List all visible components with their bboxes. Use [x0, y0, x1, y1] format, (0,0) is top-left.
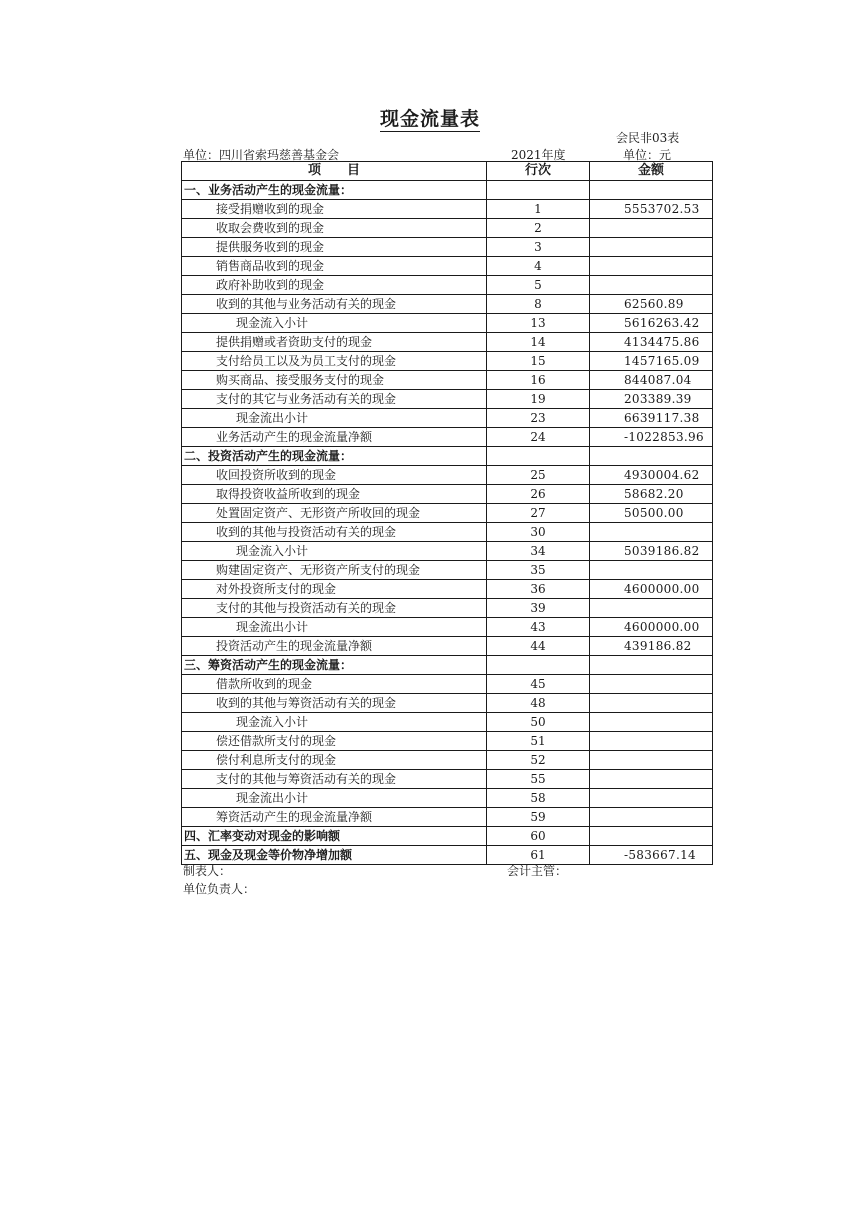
row-amount: 4930004.62 — [590, 466, 713, 485]
row-amount: -583667.14 — [590, 846, 713, 865]
row-number: 23 — [487, 409, 590, 428]
row-number: 61 — [487, 846, 590, 865]
row-number: 52 — [487, 751, 590, 770]
document-title: 现金流量表 — [379, 108, 480, 130]
row-number: 43 — [487, 618, 590, 637]
row-label: 支付的其他与筹资活动有关的现金 — [182, 770, 487, 789]
table-row — [182, 599, 713, 618]
row-amount — [590, 770, 713, 789]
table-row — [182, 219, 713, 238]
row-label: 支付的其它与业务活动有关的现金 — [182, 390, 487, 409]
row-label: 现金流出小计 — [182, 789, 487, 808]
table-row — [182, 447, 713, 466]
table-row — [182, 770, 713, 789]
column-header-item: 项 目 — [182, 162, 487, 181]
table-row — [182, 618, 713, 637]
table-row — [182, 200, 713, 219]
row-label: 购买商品、接受服务支付的现金 — [182, 371, 487, 390]
row-number: 15 — [487, 352, 590, 371]
row-label: 现金流出小计 — [182, 409, 487, 428]
row-number: 19 — [487, 390, 590, 409]
row-number: 36 — [487, 580, 590, 599]
row-amount: 50500.00 — [590, 504, 713, 523]
row-number: 59 — [487, 808, 590, 827]
row-label: 偿还借款所支付的现金 — [182, 732, 487, 751]
row-amount: 62560.89 — [590, 295, 713, 314]
currency-unit: 单位：元 — [623, 148, 672, 162]
row-amount: 5553702.53 — [590, 200, 713, 219]
table-row — [182, 181, 713, 200]
row-label: 二、投资活动产生的现金流量： — [182, 447, 487, 466]
row-amount — [590, 181, 713, 200]
row-label: 提供捐赠或者资助支付的现金 — [182, 333, 487, 352]
row-number: 16 — [487, 371, 590, 390]
row-number: 48 — [487, 694, 590, 713]
row-label: 业务活动产生的现金流量净额 — [182, 428, 487, 447]
row-amount: 5039186.82 — [590, 542, 713, 561]
table-row — [182, 333, 713, 352]
row-amount — [590, 713, 713, 732]
row-number: 58 — [487, 789, 590, 808]
table-row — [182, 808, 713, 827]
table-row — [182, 580, 713, 599]
table-row — [182, 846, 713, 865]
row-number: 30 — [487, 523, 590, 542]
table-row — [182, 656, 713, 675]
column-header-amount: 金额 — [590, 162, 713, 181]
row-label: 偿付利息所支付的现金 — [182, 751, 487, 770]
row-label: 收到的其他与业务活动有关的现金 — [182, 295, 487, 314]
row-label: 接受捐赠收到的现金 — [182, 200, 487, 219]
row-amount — [590, 827, 713, 846]
prepared-by-label: 制表人： — [183, 864, 232, 878]
table-row — [182, 827, 713, 846]
row-amount — [590, 219, 713, 238]
table-row — [182, 257, 713, 276]
row-label: 收取会费收到的现金 — [182, 219, 487, 238]
row-number: 50 — [487, 713, 590, 732]
row-amount: 439186.82 — [590, 637, 713, 656]
table-row — [182, 675, 713, 694]
row-number: 14 — [487, 333, 590, 352]
row-number: 3 — [487, 238, 590, 257]
row-label: 五、现金及现金等价物净增加额 — [182, 846, 487, 865]
row-amount: 4600000.00 — [590, 618, 713, 637]
row-number: 26 — [487, 485, 590, 504]
table-row — [182, 314, 713, 333]
table-row — [182, 694, 713, 713]
accountant-label: 会计主管： — [507, 864, 568, 878]
row-label: 现金流出小计 — [182, 618, 487, 637]
table-row — [182, 637, 713, 656]
reporting-period: 2021年度 — [511, 148, 566, 162]
table-row — [182, 561, 713, 580]
row-label: 销售商品收到的现金 — [182, 257, 487, 276]
row-number: 13 — [487, 314, 590, 333]
row-amount: 4600000.00 — [590, 580, 713, 599]
table-row — [182, 428, 713, 447]
row-amount — [590, 675, 713, 694]
row-label: 支付的其他与投资活动有关的现金 — [182, 599, 487, 618]
row-number: 39 — [487, 599, 590, 618]
row-number: 24 — [487, 428, 590, 447]
row-number: 44 — [487, 637, 590, 656]
table-row — [182, 523, 713, 542]
row-amount — [590, 732, 713, 751]
row-label: 筹资活动产生的现金流量净额 — [182, 808, 487, 827]
table-row — [182, 238, 713, 257]
row-amount — [590, 599, 713, 618]
row-amount — [590, 561, 713, 580]
organization-name: 单位：四川省索玛慈善基金会 — [183, 148, 340, 162]
row-label: 三、筹资活动产生的现金流量： — [182, 656, 487, 675]
table-row — [182, 352, 713, 371]
row-number: 4 — [487, 257, 590, 276]
row-label: 收到的其他与投资活动有关的现金 — [182, 523, 487, 542]
table-row — [182, 276, 713, 295]
row-label: 现金流入小计 — [182, 542, 487, 561]
row-number — [487, 181, 590, 200]
row-label: 四、汇率变动对现金的影响额 — [182, 827, 487, 846]
form-code: 会民非03表 — [616, 131, 680, 145]
table-row — [182, 390, 713, 409]
table-row — [182, 485, 713, 504]
table-row — [182, 295, 713, 314]
table-header-row — [182, 162, 713, 181]
row-amount — [590, 751, 713, 770]
unit-head-label: 单位负责人： — [183, 882, 256, 896]
row-amount: 844087.04 — [590, 371, 713, 390]
row-amount — [590, 808, 713, 827]
row-amount — [590, 447, 713, 466]
row-number: 34 — [487, 542, 590, 561]
table-row — [182, 789, 713, 808]
table-row — [182, 504, 713, 523]
row-number: 25 — [487, 466, 590, 485]
row-number: 45 — [487, 675, 590, 694]
row-label: 政府补助收到的现金 — [182, 276, 487, 295]
row-label: 投资活动产生的现金流量净额 — [182, 637, 487, 656]
table-row — [182, 466, 713, 485]
table-row — [182, 713, 713, 732]
row-amount: 203389.39 — [590, 390, 713, 409]
row-label: 提供服务收到的现金 — [182, 238, 487, 257]
row-label: 对外投资所支付的现金 — [182, 580, 487, 599]
table-row — [182, 751, 713, 770]
row-amount — [590, 656, 713, 675]
table-row — [182, 409, 713, 428]
row-amount: 58682.20 — [590, 485, 713, 504]
table-row — [182, 732, 713, 751]
row-amount: 1457165.09 — [590, 352, 713, 371]
row-number: 5 — [487, 276, 590, 295]
row-label: 收回投资所收到的现金 — [182, 466, 487, 485]
row-number: 2 — [487, 219, 590, 238]
row-number: 27 — [487, 504, 590, 523]
cash-flow-table — [181, 161, 713, 865]
row-amount — [590, 789, 713, 808]
row-label: 借款所收到的现金 — [182, 675, 487, 694]
row-label: 购建固定资产、无形资产所支付的现金 — [182, 561, 487, 580]
row-amount — [590, 694, 713, 713]
table-row — [182, 542, 713, 561]
row-number — [487, 656, 590, 675]
row-label: 收到的其他与筹资活动有关的现金 — [182, 694, 487, 713]
row-number — [487, 447, 590, 466]
row-label: 取得投资收益所收到的现金 — [182, 485, 487, 504]
table-row — [182, 371, 713, 390]
row-number: 1 — [487, 200, 590, 219]
row-label: 现金流入小计 — [182, 713, 487, 732]
row-amount — [590, 257, 713, 276]
row-amount: -1022853.96 — [590, 428, 713, 447]
row-amount — [590, 276, 713, 295]
row-amount: 6639117.38 — [590, 409, 713, 428]
row-number: 51 — [487, 732, 590, 751]
row-amount — [590, 523, 713, 542]
row-number: 60 — [487, 827, 590, 846]
row-amount: 4134475.86 — [590, 333, 713, 352]
row-amount — [590, 238, 713, 257]
row-label: 现金流入小计 — [182, 314, 487, 333]
row-label: 处置固定资产、无形资产所收回的现金 — [182, 504, 487, 523]
row-label: 一、业务活动产生的现金流量： — [182, 181, 487, 200]
row-amount: 5616263.42 — [590, 314, 713, 333]
column-header-row-number: 行次 — [487, 162, 590, 181]
row-number: 35 — [487, 561, 590, 580]
row-number: 8 — [487, 295, 590, 314]
row-number: 55 — [487, 770, 590, 789]
row-label: 支付给员工以及为员工支付的现金 — [182, 352, 487, 371]
